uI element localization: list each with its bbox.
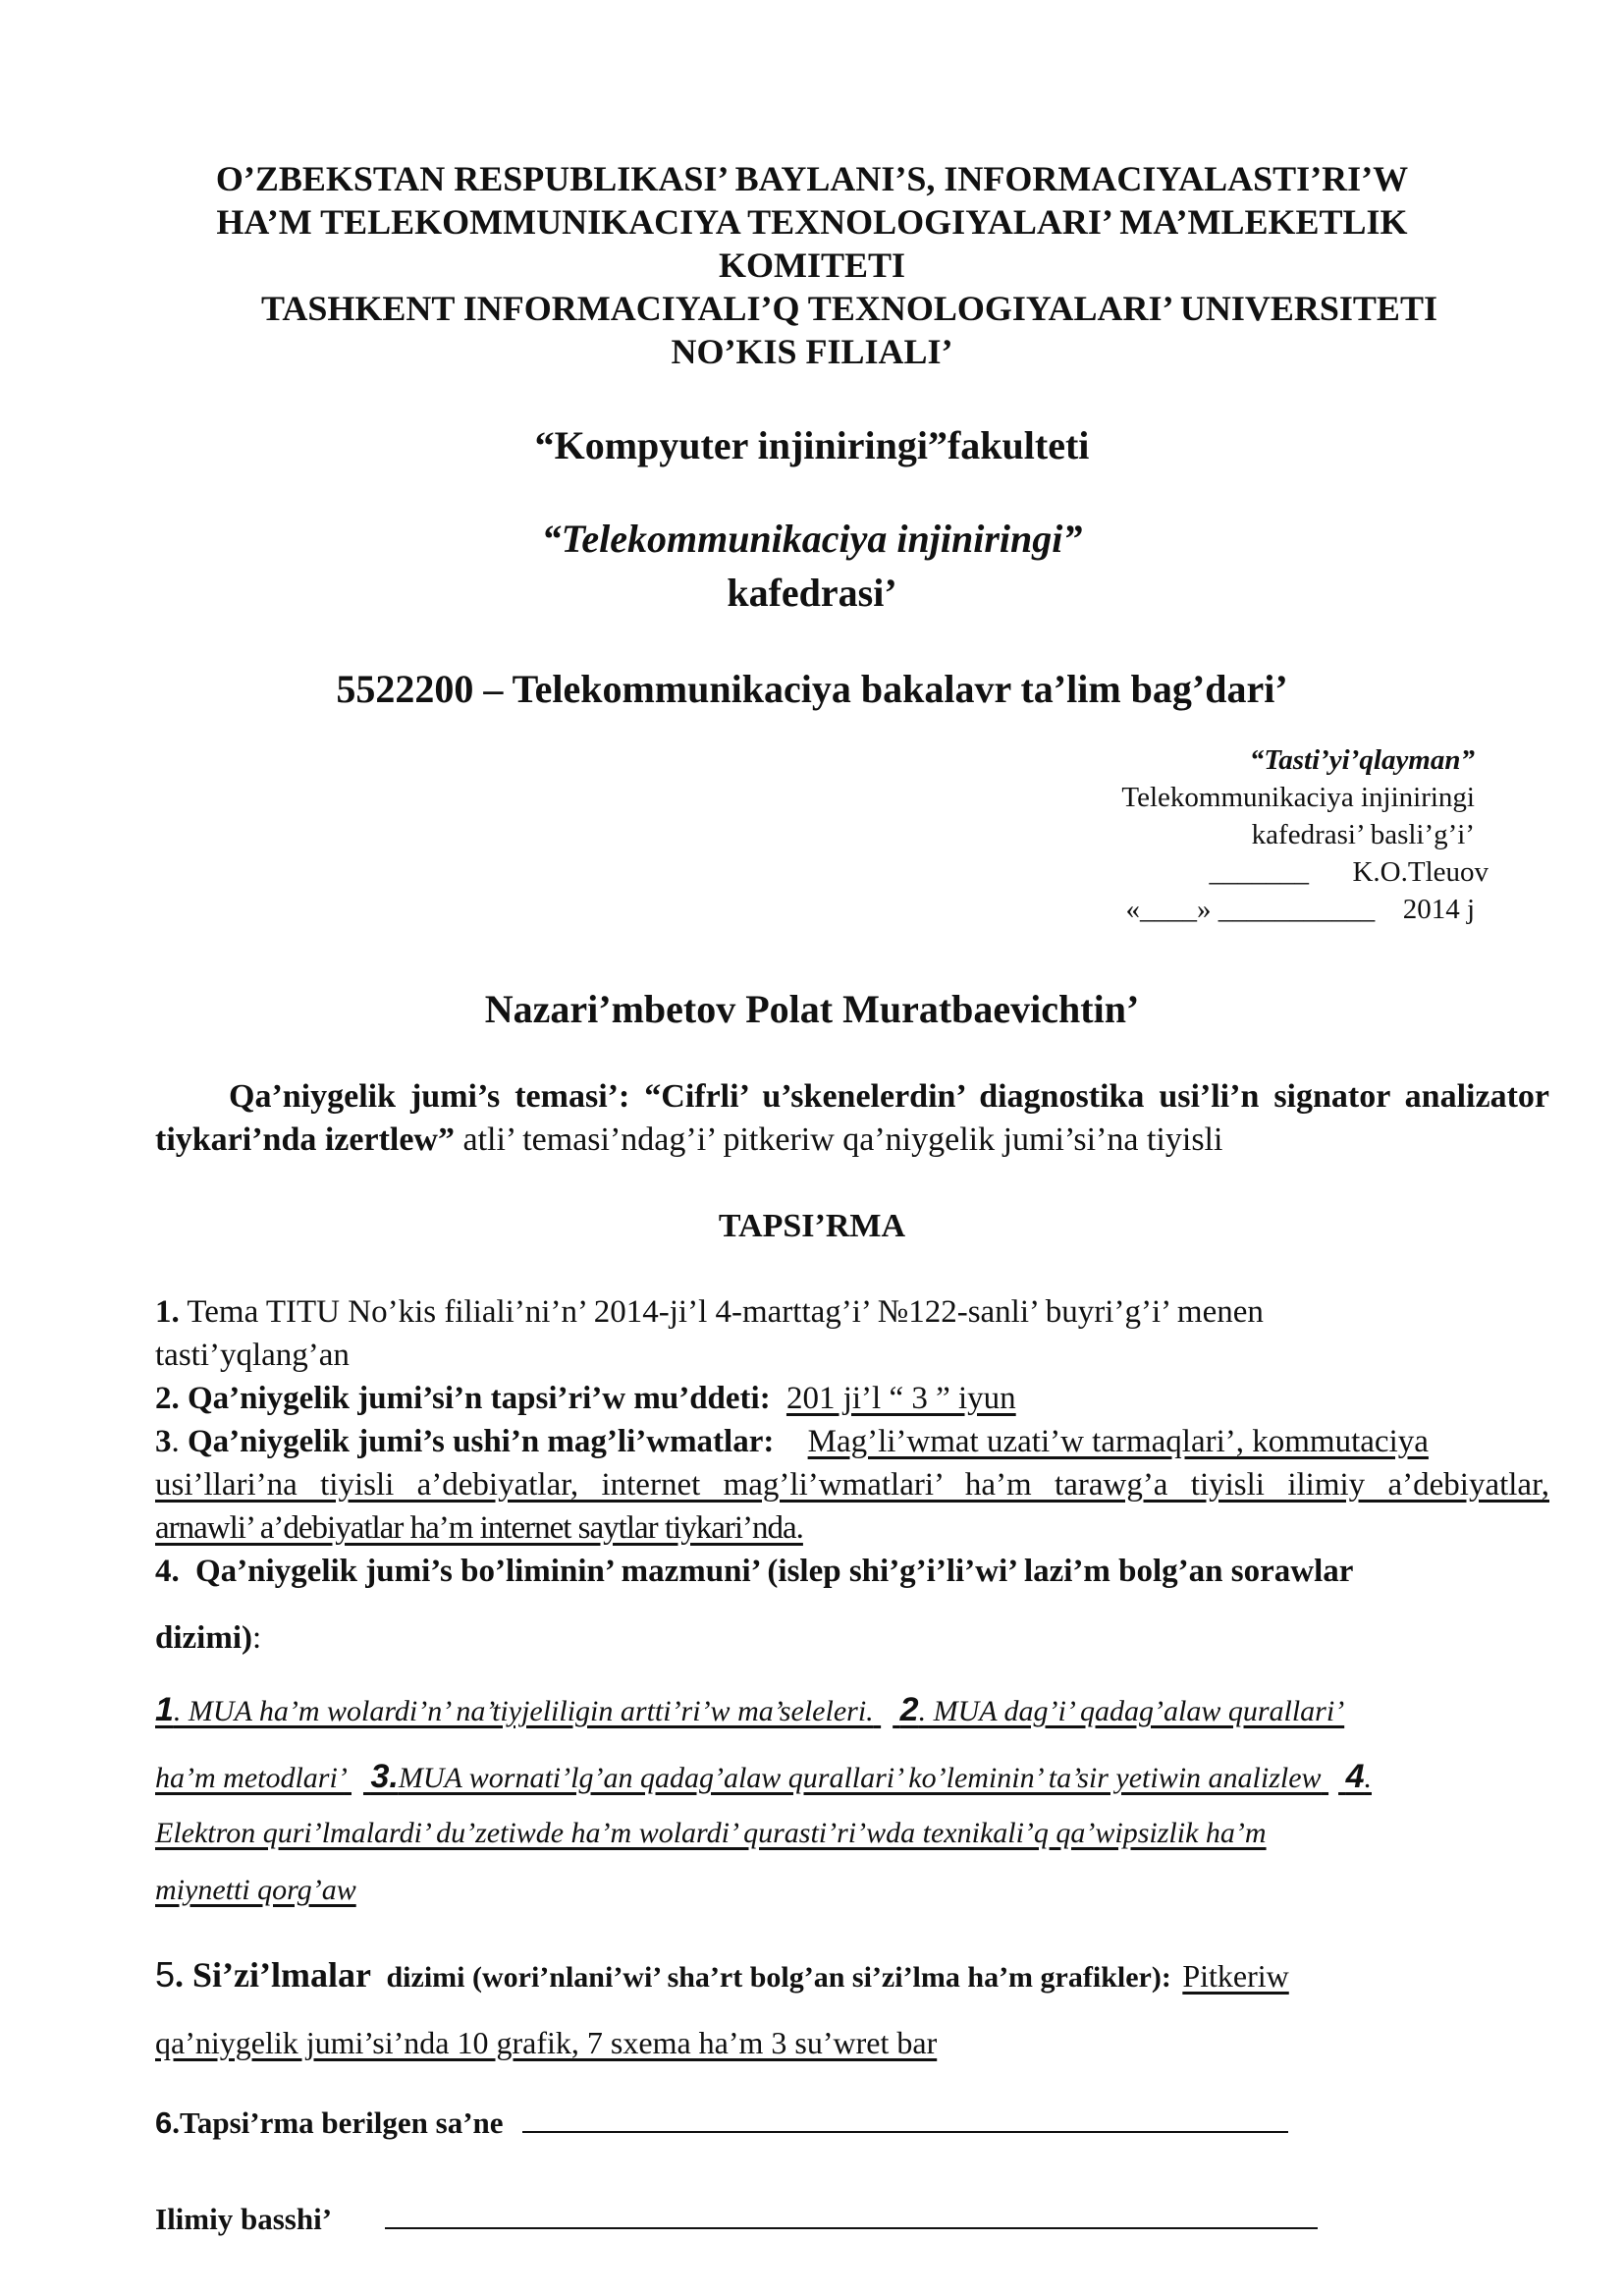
header-line-2: HA’M TELEKOMMUNIKACIYA TEXNOLOGIYALARI’ MA’MLEKETLIK	[216, 202, 1408, 242]
item-5-value-1: Pitkeriw	[1182, 1958, 1289, 1994]
date-month-blank: ___________	[1218, 894, 1376, 925]
item-6-label: .Tapsi’rma berilgen sa’ne	[172, 2105, 504, 2140]
item-4-content-3-number: 3.	[370, 1758, 399, 1795]
item-4-number: 4.	[155, 1554, 180, 1589]
topic-rest: atli’ temasi’ndag’i’ pitkeriw qa’niygelik jumi’si’na tiyisli	[462, 1121, 1223, 1158]
item-5-number: 5	[155, 1954, 176, 1995]
item-4-content-line-1	[155, 1691, 1344, 1729]
item-1-continuation: tasti’yqlang’an	[155, 1338, 350, 1373]
item-2-number: 2.	[155, 1381, 180, 1416]
item-3-label: Qa’niygelik jumi’s ushi’n mag’li’wmatlar:	[188, 1424, 775, 1459]
department-word: kafedrasi’	[727, 571, 897, 615]
header-line-3: KOMITETI	[718, 246, 906, 285]
signature-blank: _______	[1209, 856, 1309, 888]
topic-title: “Cifrli’ u’skenelerdin’ diagnostika usi’li’n signator analizator tiykari’nda izertlew”	[155, 1078, 1549, 1158]
program-title: 5522200 – Telekommunikaciya bakalavr ta’lim bag’dari’	[336, 667, 1288, 711]
item-2-label: Qa’niygelik jumi’si’n tapsi’ri’w mu’ddeti:	[188, 1381, 771, 1416]
item-4-content-2-end: ha’m metodlari’	[155, 1762, 345, 1794]
faculty-title: “Kompyuter injiniringi”fakulteti	[534, 423, 1090, 467]
item-5-label-1: . Si’zi’lmalar	[175, 1955, 371, 1995]
department-name: “Telekommunikaciya injiniringi”	[541, 517, 1083, 561]
item-3-number: 3	[155, 1424, 172, 1459]
item-4-content-1: . MUA ha’m wolardi’n’ na’tiyjeliligin artti’ri’w ma’seleleri.	[173, 1695, 874, 1727]
item-2-value: 201 ji’l “ 3 ” iyun	[785, 1381, 1016, 1416]
item-1	[155, 1294, 1264, 1331]
item-6-number: 6	[155, 2105, 173, 2140]
date-close-quote: »	[1196, 894, 1212, 925]
supervisor-label: Ilimiy basshi’	[155, 2202, 333, 2236]
item-4-label-end: dizimi)	[155, 1620, 252, 1656]
item-4-colon: :	[251, 1620, 262, 1656]
item-4-content-2-number: 2	[899, 1691, 919, 1728]
topic-paragraph	[155, 1075, 1549, 1162]
item-4-content-line-4: miynetti qorg’aw	[155, 1874, 356, 1906]
item-4-content-3: MUA wornati’lg’an qadag’alaw qurallari’ ko’leminin’ ta’sir yetiwin analizlew	[398, 1762, 1322, 1794]
item-5-value-2: qa’niygelik jumi’si’nda 10 grafik, 7 sxema ha’m 3 su’wret bar	[155, 2025, 938, 2060]
item-1-number: 1.	[155, 1294, 180, 1330]
item-4-content-line-2	[155, 1758, 1372, 1796]
topic-label: Qa’niygelik jumi’s temasi’:	[229, 1078, 630, 1115]
approver-name: K.O.Tleuov	[1352, 856, 1489, 888]
item-4	[155, 1554, 1353, 1590]
item-4-content-2: . MUA dag’i’ qadag’alaw qurallari’	[918, 1695, 1345, 1727]
item-4-label-continuation	[155, 1620, 261, 1657]
item-3-value-line-2: usi’llari’na tiyisli a’debiyatlar, internet mag’li’wmatlari’ ha’m tarawg’a tiyisli ilimiy a’debiyatlar,	[155, 1467, 1549, 1503]
date-open-quote: «	[1125, 894, 1140, 925]
item-4-content-4-number: 4	[1345, 1758, 1365, 1795]
supervisor-blank-line	[385, 2227, 1318, 2229]
item-6	[155, 2105, 1288, 2141]
item-5	[155, 1954, 1289, 1995]
item-4-label: Qa’niygelik jumi’s bo’liminin’ mazmuni’ (islep shi’g’i’li’wi’ lazi’m bolg’an sorawlar	[195, 1554, 1354, 1589]
header-line-1: O’ZBEKSTAN RESPUBLIKASI’ BAYLANI’S, INFORMACIYALASTI’RI’W	[215, 159, 1409, 198]
date-given-blank-line	[522, 2131, 1288, 2133]
approval-signature-line	[1209, 853, 1489, 891]
approval-title: “Tasti’yi’qlayman”	[1249, 744, 1475, 776]
task-title: TAPSI’RMA	[718, 1208, 906, 1244]
item-4-content-line-3: Elektron quri’lmalardi’ du’zetiwde ha’m wolardi’ qurasti’ri’wda texnikali’q qa’wipsizlik ha’m	[155, 1817, 1267, 1849]
date-year: 2014 j	[1402, 894, 1475, 925]
item-3	[155, 1424, 1429, 1460]
approval-line-2: kafedrasi’ basli’g’i’	[1251, 819, 1475, 850]
approval-line-1: Telekommunikaciya injiniringi	[1121, 782, 1475, 813]
supervisor-row	[155, 2202, 1318, 2237]
item-1-text: Tema TITU No’kis filiali’ni’n’ 2014-ji’l 4-marttag’i’ №122-sanli’ buyri’g’i’ menen	[187, 1294, 1264, 1330]
item-4-content-1-number: 1	[155, 1691, 174, 1728]
date-day-blank: ____	[1139, 894, 1197, 925]
item-5-label-2: dizimi (wori’nlani’wi’ sha’rt bolg’an si’zi’lma ha’m grafikler):	[386, 1961, 1171, 1994]
header-line-4: TASHKENT INFORMACIYALI’Q TEXNOLOGIYALARI’ UNIVERSITETI	[261, 289, 1437, 328]
item-3-value-line-3: arnawli’ a’debiyatlar ha’m internet saytlar tiykari’nda.	[155, 1510, 803, 1546]
student-name: Nazari’mbetov Polat Muratbaevichtin’	[484, 987, 1140, 1031]
header-line-5: NO’KIS FILIALI’	[671, 332, 953, 371]
item-4-content-4-dot: .	[1364, 1762, 1372, 1794]
item-2	[155, 1381, 1016, 1417]
approval-date-line	[1125, 891, 1475, 928]
item-3-dot: .	[171, 1424, 180, 1459]
item-3-value-line-1: Mag’li’wmat uzati’w tarmaqlari’, kommutaciya	[807, 1424, 1429, 1459]
